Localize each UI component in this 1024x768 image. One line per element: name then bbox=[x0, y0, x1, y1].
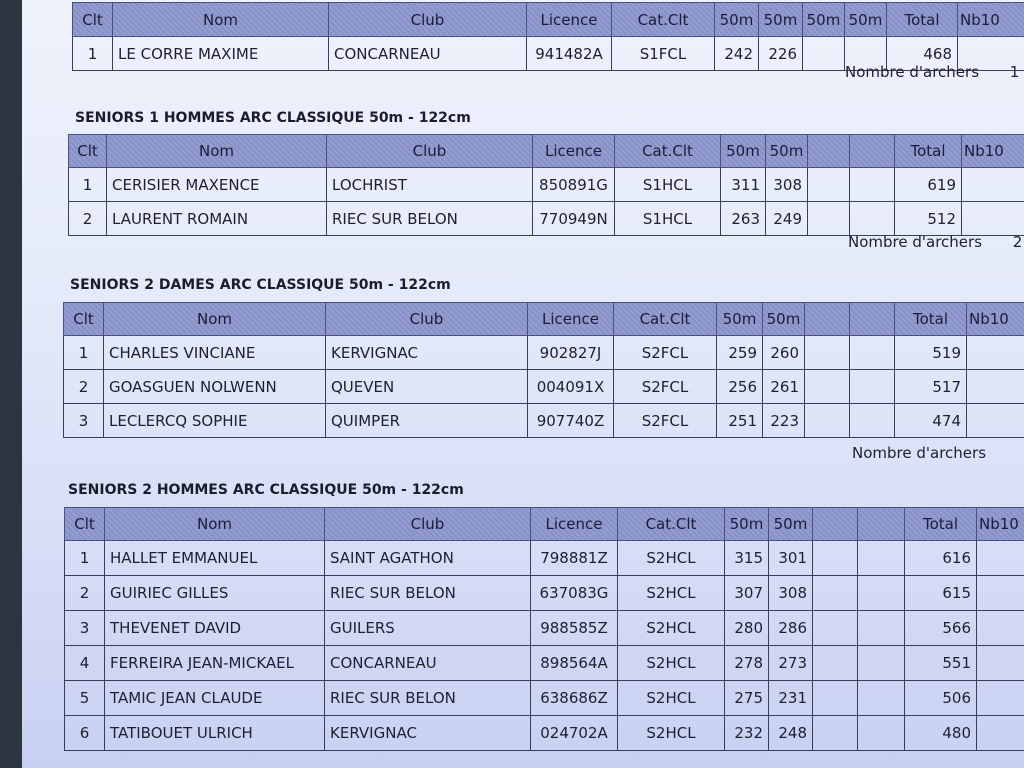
total-cell: 566 bbox=[905, 611, 977, 646]
score3-cell bbox=[803, 37, 845, 71]
col-score3-header: 50m bbox=[803, 3, 845, 37]
score4-cell bbox=[858, 716, 905, 751]
col-total-header: Total bbox=[895, 303, 967, 336]
total-cell: 616 bbox=[905, 541, 977, 576]
col-total-header: Total bbox=[887, 3, 958, 37]
table-header-row bbox=[73, 3, 1024, 37]
category-cell: S1HCL bbox=[615, 202, 721, 236]
score3-cell bbox=[813, 541, 858, 576]
name-cell: FERREIRA JEAN-MICKAEL bbox=[105, 646, 325, 681]
archers-count bbox=[845, 63, 1019, 81]
col-clt-header: Clt bbox=[64, 303, 104, 336]
results-table bbox=[63, 302, 1024, 438]
score2-cell: 248 bbox=[769, 716, 813, 751]
archers-count-value: 1 bbox=[1009, 63, 1020, 81]
club-cell: KERVIGNAC bbox=[325, 716, 531, 751]
col-score2-header: 50m bbox=[766, 135, 808, 168]
table-row bbox=[69, 168, 1024, 202]
club-cell: QUEVEN bbox=[326, 370, 528, 404]
score2-cell: 249 bbox=[766, 202, 808, 236]
total-cell: 474 bbox=[895, 404, 967, 438]
rank-cell: 2 bbox=[65, 576, 105, 611]
score2-cell: 301 bbox=[769, 541, 813, 576]
archers-count-value: 2 bbox=[1012, 233, 1023, 251]
score1-cell: 251 bbox=[717, 404, 763, 438]
nb10-cell bbox=[967, 404, 1024, 438]
score1-cell: 275 bbox=[725, 681, 769, 716]
score1-cell: 280 bbox=[725, 611, 769, 646]
col-clt-header: Clt bbox=[69, 135, 107, 168]
nb10-cell bbox=[962, 202, 1024, 236]
name-cell: TATIBOUET ULRICH bbox=[105, 716, 325, 751]
table-row bbox=[64, 370, 1024, 404]
col-licence-header: Licence bbox=[531, 508, 618, 541]
licence-cell: 907740Z bbox=[528, 404, 614, 438]
nb10-cell bbox=[962, 168, 1024, 202]
score4-cell bbox=[858, 576, 905, 611]
table-row bbox=[65, 611, 1024, 646]
score2-cell: 308 bbox=[769, 576, 813, 611]
score3-cell bbox=[805, 336, 850, 370]
col-cat-header: Cat.Clt bbox=[614, 303, 717, 336]
licence-cell: 638686Z bbox=[531, 681, 618, 716]
score3-cell bbox=[805, 370, 850, 404]
col-nb10-header: Nb10 bbox=[962, 135, 1024, 168]
score1-cell: 307 bbox=[725, 576, 769, 611]
club-cell: KERVIGNAC bbox=[326, 336, 528, 370]
total-cell: 615 bbox=[905, 576, 977, 611]
licence-cell: 798881Z bbox=[531, 541, 618, 576]
score1-cell: 232 bbox=[725, 716, 769, 751]
col-club-header: Club bbox=[325, 508, 531, 541]
club-cell: QUIMPER bbox=[326, 404, 528, 438]
score3-cell bbox=[813, 646, 858, 681]
nb10-cell bbox=[977, 611, 1024, 646]
results-sheet bbox=[22, 0, 1024, 768]
col-licence-header: Licence bbox=[527, 3, 612, 37]
score1-cell: 242 bbox=[715, 37, 759, 71]
col-score2-header: 50m bbox=[769, 508, 813, 541]
score4-cell bbox=[850, 404, 895, 438]
category-cell: S2HCL bbox=[618, 611, 725, 646]
col-clt-header: Clt bbox=[73, 3, 113, 37]
category-cell: S1HCL bbox=[615, 168, 721, 202]
col-nom-header: Nom bbox=[105, 508, 325, 541]
table-row bbox=[65, 576, 1024, 611]
category-cell: S2HCL bbox=[618, 541, 725, 576]
col-total-header: Total bbox=[905, 508, 977, 541]
col-cat-header: Cat.Clt bbox=[615, 135, 721, 168]
section-title: SENIORS 2 HOMMES ARC CLASSIQUE 50m - 122cm bbox=[68, 482, 464, 498]
name-cell: THEVENET DAVID bbox=[105, 611, 325, 646]
total-cell: 506 bbox=[905, 681, 977, 716]
results-table bbox=[64, 507, 1024, 751]
table-row bbox=[69, 202, 1024, 236]
col-nom-header: Nom bbox=[104, 303, 326, 336]
club-cell: RIEC SUR BELON bbox=[325, 681, 531, 716]
col-nom-header: Nom bbox=[113, 3, 329, 37]
name-cell: CERISIER MAXENCE bbox=[107, 168, 327, 202]
score3-cell bbox=[805, 404, 850, 438]
licence-cell: 004091X bbox=[528, 370, 614, 404]
category-cell: S2HCL bbox=[618, 716, 725, 751]
rank-cell: 2 bbox=[64, 370, 104, 404]
score1-cell: 315 bbox=[725, 541, 769, 576]
col-cat-header: Cat.Clt bbox=[618, 508, 725, 541]
nb10-cell bbox=[967, 336, 1024, 370]
table-header-row bbox=[64, 303, 1024, 336]
results-table bbox=[68, 134, 1024, 236]
score2-cell: 223 bbox=[763, 404, 805, 438]
col-score4-header bbox=[850, 303, 895, 336]
score2-cell: 226 bbox=[759, 37, 803, 71]
score4-cell bbox=[850, 370, 895, 404]
total-cell: 480 bbox=[905, 716, 977, 751]
table-header-row bbox=[69, 135, 1024, 168]
table-row bbox=[65, 681, 1024, 716]
club-cell: CONCARNEAU bbox=[329, 37, 527, 71]
rank-cell: 1 bbox=[69, 168, 107, 202]
score3-cell bbox=[813, 681, 858, 716]
nb10-cell bbox=[977, 646, 1024, 681]
col-cat-header: Cat.Clt bbox=[612, 3, 715, 37]
col-club-header: Club bbox=[326, 303, 528, 336]
score3-cell bbox=[808, 202, 850, 236]
rank-cell: 4 bbox=[65, 646, 105, 681]
total-cell: 468 bbox=[887, 37, 958, 71]
archers-count bbox=[848, 233, 1022, 251]
score2-cell: 260 bbox=[763, 336, 805, 370]
name-cell: CHARLES VINCIANE bbox=[104, 336, 326, 370]
score2-cell: 273 bbox=[769, 646, 813, 681]
club-cell: RIEC SUR BELON bbox=[327, 202, 533, 236]
name-cell: LAURENT ROMAIN bbox=[107, 202, 327, 236]
category-cell: S2HCL bbox=[618, 576, 725, 611]
total-cell: 519 bbox=[895, 336, 967, 370]
col-score1-header: 50m bbox=[717, 303, 763, 336]
score3-cell bbox=[813, 576, 858, 611]
col-score2-header: 50m bbox=[759, 3, 803, 37]
col-score2-header: 50m bbox=[763, 303, 805, 336]
name-cell: GUIRIEC GILLES bbox=[105, 576, 325, 611]
col-nb10-header: Nb10 bbox=[967, 303, 1024, 336]
results-table bbox=[72, 2, 1024, 71]
name-cell: TAMIC JEAN CLAUDE bbox=[105, 681, 325, 716]
rank-cell: 1 bbox=[65, 541, 105, 576]
table-row bbox=[64, 336, 1024, 370]
score4-cell bbox=[850, 336, 895, 370]
licence-cell: 988585Z bbox=[531, 611, 618, 646]
nb10-cell bbox=[977, 541, 1024, 576]
col-club-header: Club bbox=[327, 135, 533, 168]
nb10-cell bbox=[977, 576, 1024, 611]
score3-cell bbox=[813, 611, 858, 646]
licence-cell: 902827J bbox=[528, 336, 614, 370]
score4-cell bbox=[858, 681, 905, 716]
rank-cell: 5 bbox=[65, 681, 105, 716]
col-nb10-header: Nb10 bbox=[977, 508, 1024, 541]
col-score4-header bbox=[858, 508, 905, 541]
col-club-header: Club bbox=[329, 3, 527, 37]
licence-cell: 770949N bbox=[533, 202, 615, 236]
score2-cell: 308 bbox=[766, 168, 808, 202]
score1-cell: 256 bbox=[717, 370, 763, 404]
table-row bbox=[64, 404, 1024, 438]
rank-cell: 3 bbox=[65, 611, 105, 646]
table-header-row bbox=[65, 508, 1024, 541]
col-licence-header: Licence bbox=[533, 135, 615, 168]
col-score3-header bbox=[808, 135, 850, 168]
col-licence-header: Licence bbox=[528, 303, 614, 336]
licence-cell: 898564A bbox=[531, 646, 618, 681]
col-score4-header: 50m bbox=[845, 3, 887, 37]
club-cell: SAINT AGATHON bbox=[325, 541, 531, 576]
score4-cell bbox=[858, 646, 905, 681]
table-row bbox=[65, 541, 1024, 576]
category-cell: S2HCL bbox=[618, 681, 725, 716]
total-cell: 551 bbox=[905, 646, 977, 681]
rank-cell: 1 bbox=[64, 336, 104, 370]
score2-cell: 286 bbox=[769, 611, 813, 646]
col-score4-header bbox=[850, 135, 895, 168]
category-cell: S2FCL bbox=[614, 370, 717, 404]
rank-cell: 6 bbox=[65, 716, 105, 751]
total-cell: 517 bbox=[895, 370, 967, 404]
col-score1-header: 50m bbox=[715, 3, 759, 37]
col-score1-header: 50m bbox=[721, 135, 766, 168]
table-row bbox=[65, 646, 1024, 681]
archers-count-label: Nombre d'archers bbox=[848, 233, 983, 251]
score3-cell bbox=[808, 168, 850, 202]
section-title: SENIORS 2 DAMES ARC CLASSIQUE 50m - 122cm bbox=[70, 277, 451, 293]
rank-cell: 2 bbox=[69, 202, 107, 236]
licence-cell: 941482A bbox=[527, 37, 612, 71]
club-cell: LOCHRIST bbox=[327, 168, 533, 202]
nb10-cell bbox=[967, 370, 1024, 404]
archers-count bbox=[852, 444, 986, 462]
score4-cell bbox=[858, 611, 905, 646]
club-cell: GUILERS bbox=[325, 611, 531, 646]
table-row bbox=[65, 716, 1024, 751]
licence-cell: 024702A bbox=[531, 716, 618, 751]
col-score1-header: 50m bbox=[725, 508, 769, 541]
rank-cell: 3 bbox=[64, 404, 104, 438]
total-cell: 619 bbox=[895, 168, 962, 202]
score4-cell bbox=[850, 202, 895, 236]
score2-cell: 231 bbox=[769, 681, 813, 716]
col-score3-header bbox=[805, 303, 850, 336]
licence-cell: 637083G bbox=[531, 576, 618, 611]
club-cell: CONCARNEAU bbox=[325, 646, 531, 681]
category-cell: S2HCL bbox=[618, 646, 725, 681]
score4-cell bbox=[850, 168, 895, 202]
licence-cell: 850891G bbox=[533, 168, 615, 202]
archers-count-label: Nombre d'archers bbox=[845, 63, 980, 81]
score2-cell: 261 bbox=[763, 370, 805, 404]
club-cell: RIEC SUR BELON bbox=[325, 576, 531, 611]
col-nom-header: Nom bbox=[107, 135, 327, 168]
archers-count-label: Nombre d'archers bbox=[852, 444, 987, 462]
section-title: SENIORS 1 HOMMES ARC CLASSIQUE 50m - 122cm bbox=[75, 110, 471, 126]
col-nb10-header: Nb10 bbox=[958, 3, 1024, 37]
col-total-header: Total bbox=[895, 135, 962, 168]
nb10-cell bbox=[977, 716, 1024, 751]
score1-cell: 263 bbox=[721, 202, 766, 236]
score1-cell: 259 bbox=[717, 336, 763, 370]
name-cell: GOASGUEN NOLWENN bbox=[104, 370, 326, 404]
category-cell: S2FCL bbox=[614, 336, 717, 370]
category-cell: S2FCL bbox=[614, 404, 717, 438]
score1-cell: 311 bbox=[721, 168, 766, 202]
name-cell: HALLET EMMANUEL bbox=[105, 541, 325, 576]
name-cell: LE CORRE MAXIME bbox=[113, 37, 329, 71]
col-clt-header: Clt bbox=[65, 508, 105, 541]
score4-cell bbox=[858, 541, 905, 576]
score3-cell bbox=[813, 716, 858, 751]
score1-cell: 278 bbox=[725, 646, 769, 681]
col-score3-header bbox=[813, 508, 858, 541]
category-cell: S1FCL bbox=[612, 37, 715, 71]
total-cell: 512 bbox=[895, 202, 962, 236]
nb10-cell bbox=[977, 681, 1024, 716]
name-cell: LECLERCQ SOPHIE bbox=[104, 404, 326, 438]
rank-cell: 1 bbox=[73, 37, 113, 71]
